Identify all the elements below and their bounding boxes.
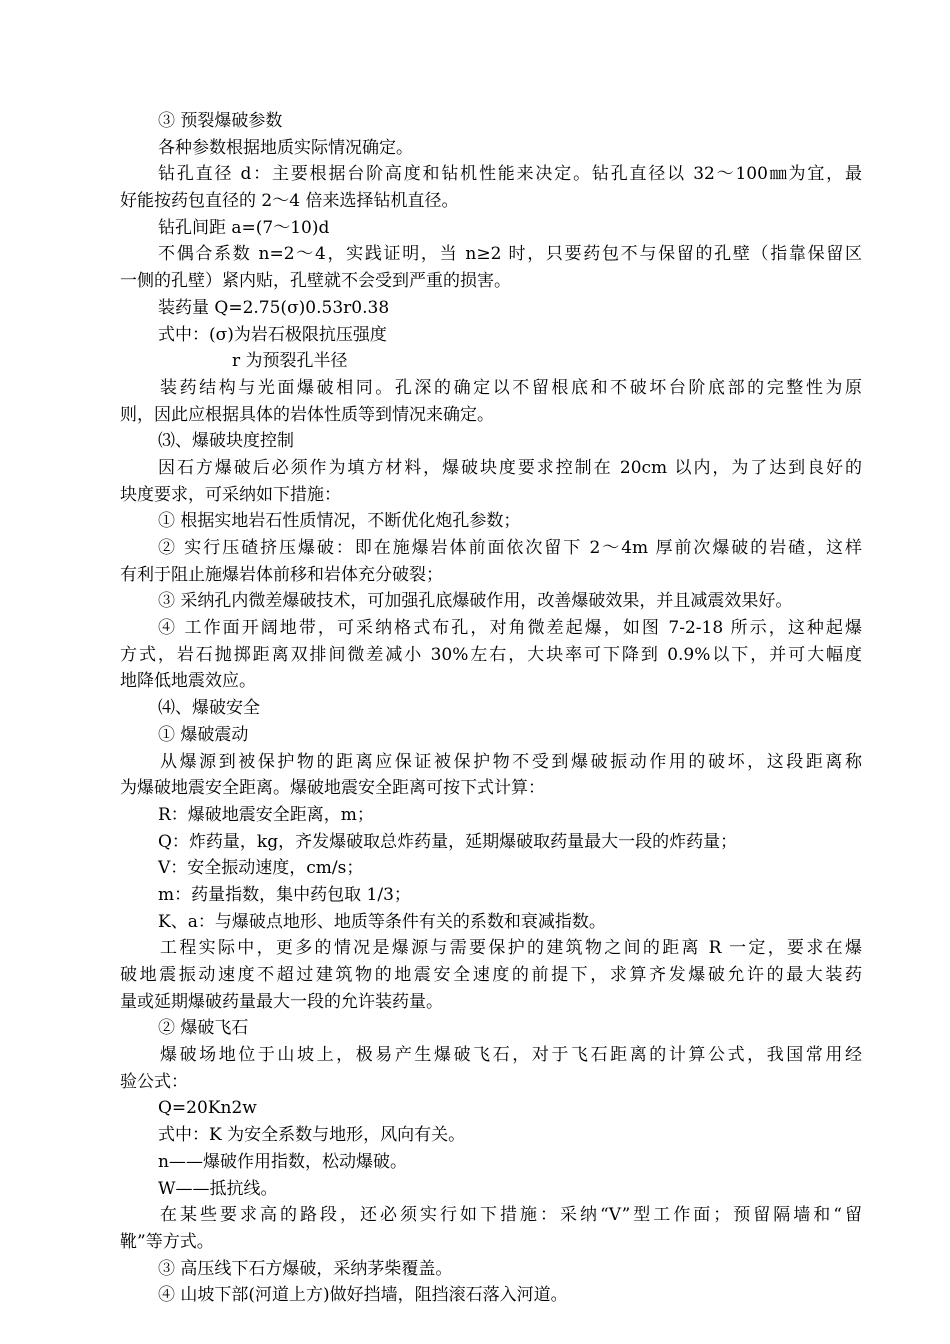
- paragraph-line: 从爆源到被保护物的距离应保证被保护物不受到爆破振动作用的破坏，这段距离称: [160, 751, 862, 772]
- subsection-heading: ① 爆破震动: [158, 724, 249, 745]
- paragraph-line: 量或延期爆破药量最大一段的允许装药量。: [120, 991, 443, 1012]
- definition-line: 式中：K 为安全系数与地形，风向有关。: [158, 1125, 466, 1146]
- definition-line: R：爆破地震安全距离，m；: [158, 804, 374, 825]
- definition-line: V：安全振动速度，cm/s；: [158, 858, 364, 879]
- paragraph-line: 在某些要求高的路段，还必须实行如下措施：采纳“V”型工作面；预留隔墙和“留: [160, 1205, 862, 1226]
- paragraph-line: 工程实际中，更多的情况是爆源与需要保护的建筑物之间的距离 R 一定，要求在爆: [160, 938, 862, 959]
- paragraph-line: 有利于阻止施爆岩体前移和岩体充分破裂；: [120, 564, 443, 585]
- list-item: ④ 山坡下部(河道上方)做好挡墙，阻挡滚石落入河道。: [158, 1285, 568, 1306]
- paragraph-line: 装药结构与光面爆破相同。孔深的确定以不留根底和不破坏台阶底部的完整性为原: [160, 377, 862, 398]
- paragraph-line: r 为预裂孔半径: [232, 351, 348, 372]
- paragraph-line: 验公式：: [120, 1071, 188, 1092]
- paragraph-line: 因石方爆破后必须作为填方材料，爆破块度要求控制在 20cm 以内，为了达到良好的: [158, 457, 862, 478]
- paragraph-line: 地降低地震效应。: [120, 671, 256, 692]
- definition-line: Q：炸药量，kg，齐发爆破取总炸药量，延期爆破取药量最大一段的炸药量；: [158, 831, 738, 852]
- list-item: ③ 采纳孔内微差爆破技术，可加强孔底爆破作用，改善爆破效果，并且减震效果好。: [158, 591, 793, 612]
- list-item: ③ 高压线下石方爆破，采纳茅柴覆盖。: [158, 1258, 453, 1279]
- paragraph-line: 钻孔直径 d：主要根据台阶高度和钻机性能来决定。钻孔直径以 32～100㎜为宜，最: [158, 164, 862, 185]
- definition-line: W——抵抗线。: [158, 1178, 278, 1199]
- paragraph-line: 则，因此应根据具体的岩体性质等到情况来确定。: [120, 404, 494, 425]
- paragraph-line: 不偶合系数 n=2～4，实践证明，当 n≥2 时，只要药包不与保留的孔壁（指靠保留区: [158, 244, 862, 265]
- definition-line: K、a：与爆破点地形、地质等条件有关的系数和衰减指数。: [158, 911, 606, 932]
- list-item: ④ 工作面开阔地带，可采纳格式布孔，对角微差起爆，如图 7-2-18 所示，这种起爆: [158, 618, 862, 639]
- section-heading: ⑶、爆破块度控制: [158, 431, 294, 452]
- paragraph-line: 一侧的孔壁）紧内贴，孔壁就不会受到严重的损害。: [120, 271, 511, 292]
- paragraph-line: 块度要求，可采纳如下措施：: [120, 484, 341, 505]
- paragraph-line: 爆破场地位于山坡上，极易产生爆破飞石，对于飞石距离的计算公式，我国常用经: [160, 1045, 862, 1066]
- section-heading: ⑷、爆破安全: [158, 698, 260, 719]
- formula-line: 装药量 Q=2.75(σ)0.53r0.38: [158, 297, 390, 318]
- paragraph-line: 为爆破地震安全距离。爆破地震安全距离可按下式计算：: [120, 778, 545, 799]
- definition-line: n——爆破作用指数，松动爆破。: [158, 1151, 407, 1172]
- formula-line: 钻孔间距 a=(7～10)d: [158, 217, 330, 238]
- list-item: ② 实行压碴挤压爆破：即在施爆岩体前面依次留下 2～4m 厚前次爆破的岩碴，这样: [158, 538, 862, 558]
- paragraph-line: 好能按药包直径的 2～4 倍来选择钻机直径。: [120, 191, 459, 212]
- paragraph-line: 式中：(σ)为岩石极限抗压强度: [158, 324, 387, 345]
- section-heading: ③ 预裂爆破参数: [158, 111, 283, 131]
- paragraph-line: 靴”等方式。: [120, 1231, 214, 1252]
- paragraph-line: 破地震振动速度不超过建筑物的地震安全速度的前提下，求算齐发爆破允许的最大装药: [120, 965, 862, 985]
- list-item: ① 根据实地岩石性质情况，不断优化炮孔参数；: [158, 511, 521, 532]
- paragraph-line: 各种参数根据地质实际情况确定。: [158, 137, 413, 158]
- formula-line: Q=20Kn2w: [158, 1098, 257, 1119]
- subsection-heading: ② 爆破飞石: [158, 1018, 249, 1039]
- document-body: [120, 108, 862, 1309]
- definition-line: m：药量指数，集中药包取 1/3；: [158, 884, 411, 905]
- paragraph-line: 方式，岩石抛掷距离双排间微差减小 30%左右，大块率可下降到 0.9%以下，并可大幅度: [120, 644, 862, 665]
